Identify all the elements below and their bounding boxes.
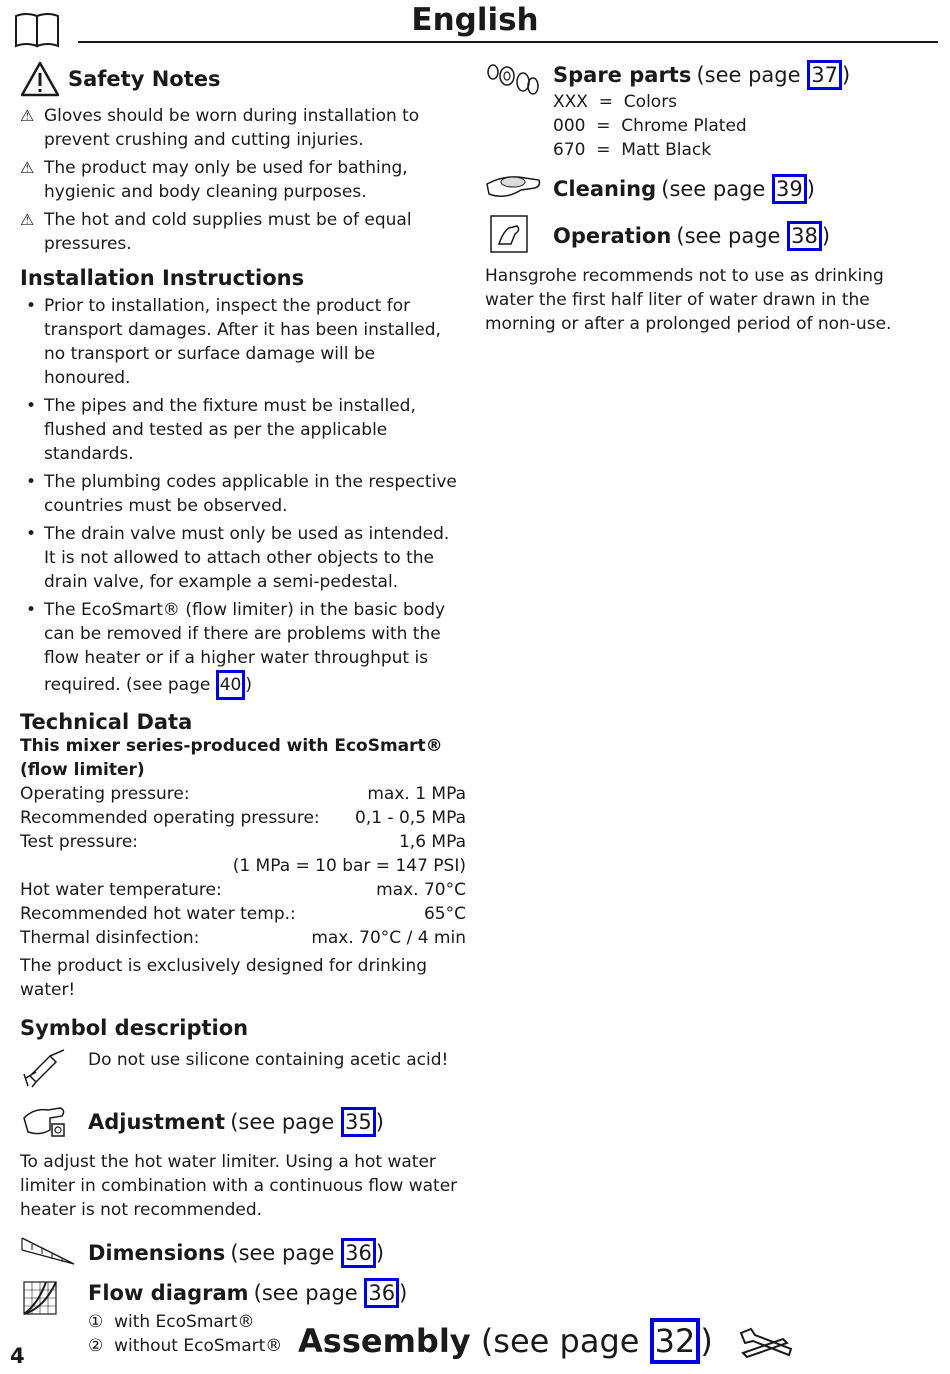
- installation-item: • The pipes and the fixture must be installed, flushed and tested as per the applicable standards.: [26, 396, 416, 464]
- tech-row: Recommended operating pressure: 0,1 - 0,5 MPa: [20, 808, 466, 828]
- operation-hand-icon: [485, 214, 535, 254]
- warning-small-icon: ⚠: [20, 158, 35, 177]
- dimensions-row: [20, 1234, 466, 1272]
- page-number: 4: [10, 1344, 25, 1368]
- drinking-water-note: The product is exclusively designed for drinking water!: [20, 956, 428, 1000]
- page-link-35[interactable]: 35: [341, 1107, 376, 1137]
- page-link-38[interactable]: 38: [787, 221, 822, 251]
- installation-item: • The plumbing codes applicable in the respective countries must be observed.: [26, 472, 457, 516]
- adjustment-hand-icon: [20, 1100, 70, 1140]
- adjustment-heading: Adjustment (see page 35 ): [88, 1107, 384, 1137]
- left-column: [20, 60, 466, 1358]
- assembly-heading: Assembly (see page 32 ): [298, 1318, 797, 1364]
- installation-item: • The EcoSmart® (flow limiter) in the basic body can be removed if there are problems with the flow heater or if a higher water throughput is required. (see page 40 ): [20, 598, 466, 700]
- safety-title: Safety Notes: [68, 67, 221, 91]
- silicone-row: [20, 1048, 466, 1092]
- adjustment-row: [20, 1100, 466, 1144]
- header-rule: [78, 41, 938, 43]
- page-link-40[interactable]: 40: [216, 670, 246, 700]
- spare-line: 000 = Chrome Plated: [553, 116, 747, 136]
- page-link-37[interactable]: 37: [807, 60, 842, 90]
- spare-line: 670 = Matt Black: [553, 140, 712, 160]
- warning-small-icon: ⚠: [20, 106, 35, 125]
- operation-row: [485, 214, 930, 258]
- tech-row: Operating pressure: max. 1 MPa: [20, 784, 466, 804]
- cleaning-row: [485, 170, 930, 208]
- adjustment-text: To adjust the hot water limiter. Using a hot water limiter in combination with a continuous flow water heater is not recommended.: [20, 1152, 458, 1220]
- safety-item: ⚠ Gloves should be worn during installation to prevent crushing and cutting injuries.: [20, 106, 420, 150]
- dimensions-heading: Dimensions (see page 36 ): [88, 1238, 384, 1268]
- installation-item: • The drain valve must only be used as intended. It is not allowed to attach other objects to the drain valve, for example a semi-pedestal.: [26, 524, 450, 592]
- cleaning-heading: Cleaning (see page 39 ): [553, 174, 815, 204]
- safety-item: ⚠ The hot and cold supplies must be of equal pressures.: [20, 210, 412, 254]
- flow-diagram-icon: [20, 1278, 60, 1318]
- tech-row: Thermal disinfection: max. 70°C / 4 min: [20, 928, 466, 948]
- page-link-36-flow[interactable]: 36: [364, 1278, 399, 1308]
- right-column: [485, 60, 930, 336]
- silicone-text: Do not use silicone containing acetic acid!: [88, 1050, 449, 1070]
- ruler-icon: [20, 1234, 76, 1268]
- technical-subtitle: This mixer series-produced with EcoSmart® (flow limiter): [20, 736, 443, 780]
- silicone-gun-icon: [20, 1048, 68, 1088]
- spare-parts-row: [485, 60, 930, 162]
- cleaning-hand-icon: [485, 170, 543, 204]
- installation-title: Installation Instructions: [20, 266, 305, 290]
- wrench-screwdriver-icon: [737, 1325, 797, 1361]
- tech-row: Hot water temperature: max. 70°C: [20, 880, 466, 900]
- flow-item-2: ② without EcoSmart®: [88, 1336, 283, 1356]
- operation-heading: Operation (see page 38 ): [553, 221, 830, 251]
- drinking-recommendation: Hansgrohe recommends not to use as drinking water the first half liter of water drawn in the morning or after a prolonged period of non-use.: [485, 266, 892, 334]
- tech-conversion: (1 MPa = 10 bar = 147 PSI): [232, 856, 466, 876]
- symbol-title: Symbol description: [20, 1016, 249, 1040]
- tech-row: Test pressure: 1,6 MPa: [20, 832, 466, 852]
- safety-item: ⚠ The product may only be used for bathing, hygienic and body cleaning purposes.: [20, 158, 408, 202]
- installation-item: • Prior to installation, inspect the product for transport damages. After it has been installed, no transport or surface damage will be honoured.: [26, 296, 441, 388]
- page-link-39[interactable]: 39: [772, 174, 807, 204]
- technical-title: Technical Data: [20, 710, 193, 734]
- tech-row: Recommended hot water temp.: 65°C: [20, 904, 466, 924]
- warning-icon: [20, 60, 60, 98]
- page-title: English: [411, 2, 539, 38]
- flow-item-1: ① with EcoSmart®: [88, 1312, 255, 1332]
- flow-heading: Flow diagram (see page 36 ): [88, 1278, 407, 1308]
- spare-heading: Spare parts (see page 37 ): [553, 60, 850, 90]
- page-link-36[interactable]: 36: [341, 1238, 376, 1268]
- warning-small-icon: ⚠: [20, 210, 35, 229]
- spare-parts-icon: [485, 60, 543, 100]
- page-link-32[interactable]: 32: [650, 1318, 701, 1364]
- spare-line: XXX = Colors: [553, 92, 678, 112]
- safety-header: [20, 60, 466, 98]
